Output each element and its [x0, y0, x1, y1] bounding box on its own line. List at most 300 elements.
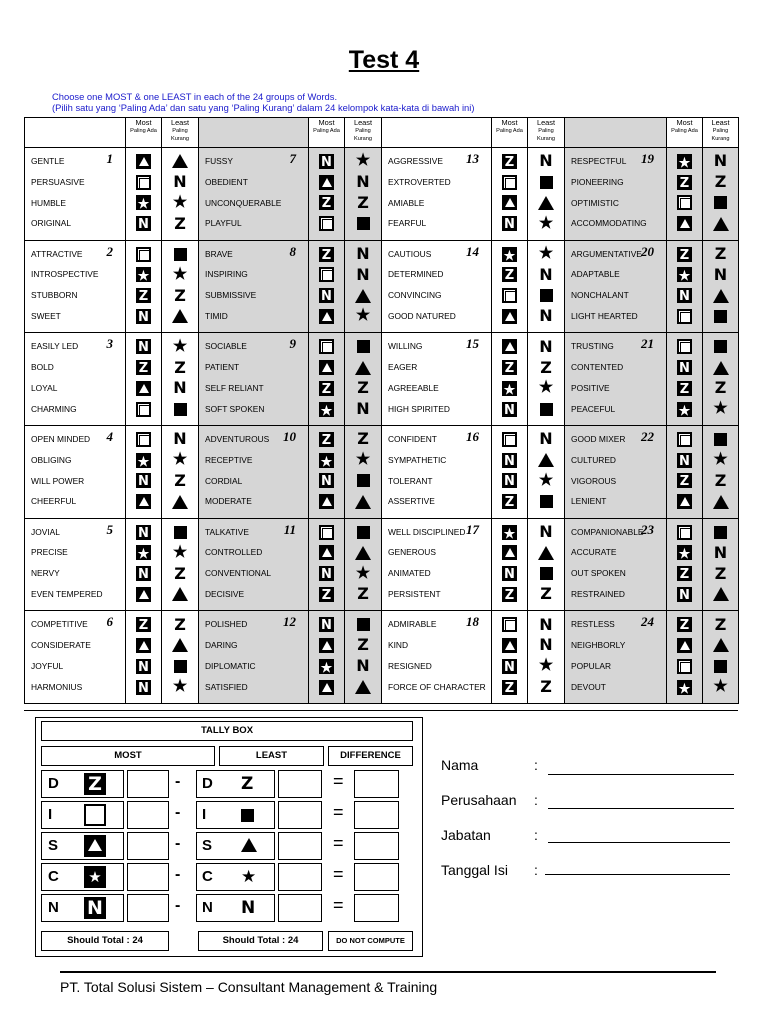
tally-most-symbol-box	[41, 801, 124, 829]
least-star-icon[interactable]: ★	[355, 564, 371, 582]
word-item: ORIGINAL	[31, 218, 72, 229]
least-column	[703, 148, 739, 241]
footer-line	[60, 971, 716, 973]
least-z-icon[interactable]: Z	[540, 677, 552, 697]
least-star-icon[interactable]: ★	[172, 193, 188, 211]
most-z-icon[interactable]: Z	[677, 381, 692, 396]
most-z-icon[interactable]: Z	[502, 587, 517, 602]
most-column	[309, 333, 345, 426]
least-z-icon[interactable]: Z	[540, 357, 552, 377]
word-item: PLAYFUL	[205, 218, 242, 229]
most-triangle-icon[interactable]	[136, 587, 151, 602]
least-square-icon[interactable]	[357, 474, 370, 487]
most-star-icon[interactable]: ★	[137, 196, 150, 212]
perusahaan-field[interactable]	[548, 808, 734, 809]
most-square-icon[interactable]	[319, 525, 334, 540]
least-star-icon[interactable]: ★	[538, 379, 554, 397]
least-n-icon[interactable]: N	[356, 244, 370, 264]
word-item: ADMIRABLE	[388, 619, 437, 630]
most-square-icon[interactable]	[319, 267, 334, 282]
least-n-icon[interactable]: N	[539, 264, 553, 284]
header-most: Most Paling Ada	[667, 118, 703, 148]
word-item: CONTENTED	[571, 362, 624, 373]
least-square-icon[interactable]	[174, 660, 187, 673]
least-n-icon[interactable]: N	[356, 264, 370, 284]
least-triangle-icon[interactable]	[538, 196, 554, 210]
jabatan-field[interactable]	[548, 842, 730, 843]
least-z-icon[interactable]: Z	[357, 584, 369, 604]
most-z-icon[interactable]: Z	[319, 247, 334, 262]
least-n-icon[interactable]: N	[173, 172, 187, 192]
most-n-icon[interactable]: N	[319, 154, 334, 169]
most-square-icon[interactable]	[677, 195, 692, 210]
most-triangle-icon[interactable]	[319, 309, 334, 324]
least-star-icon[interactable]: ★	[172, 451, 188, 469]
most-star-icon[interactable]: ★	[137, 453, 150, 469]
word-item: COMPETITIVE	[31, 619, 88, 630]
word-item: AMIABLE	[388, 197, 425, 208]
word-item: WELL DISCIPLINED	[388, 526, 466, 537]
least-star-icon[interactable]: ★	[713, 400, 728, 418]
most-star-icon[interactable]: ★	[503, 381, 516, 397]
least-z-icon[interactable]: Z	[714, 614, 727, 634]
group-number: 1	[106, 151, 113, 166]
most-z-icon[interactable]: Z	[136, 617, 151, 632]
least-n-icon[interactable]: N	[539, 336, 553, 356]
word-group-4	[25, 425, 126, 518]
most-n-icon[interactable]: N	[136, 309, 151, 324]
most-triangle-icon[interactable]	[319, 680, 334, 695]
most-triangle-icon[interactable]	[319, 175, 334, 190]
tally-most-count-input[interactable]	[127, 770, 169, 798]
least-n-icon[interactable]: N	[539, 614, 553, 634]
most-n-icon[interactable]: N	[502, 453, 517, 468]
least-star-icon[interactable]: ★	[355, 152, 371, 170]
least-z-icon[interactable]: Z	[357, 192, 369, 212]
word-item: TALKATIVE	[205, 526, 249, 537]
most-star-icon[interactable]: ★	[678, 680, 691, 696]
word-item: FORCE OF CHARACTER	[388, 681, 486, 692]
most-n-icon[interactable]: N	[136, 566, 151, 581]
most-triangle-icon[interactable]	[502, 638, 517, 653]
word-group-3	[25, 333, 126, 426]
group-number: 9	[289, 336, 296, 352]
most-n-icon[interactable]: N	[502, 216, 517, 231]
most-square-icon[interactable]	[677, 309, 692, 324]
word-item: ASSERTIVE	[388, 496, 435, 507]
most-star-icon[interactable]: ★	[503, 247, 516, 263]
most-triangle-icon[interactable]	[677, 216, 692, 231]
most-n-icon[interactable]: N	[677, 360, 692, 375]
least-column	[528, 240, 565, 333]
word-item: PATIENT	[205, 362, 240, 373]
most-square-icon[interactable]	[677, 432, 692, 447]
tally-equals: =	[333, 864, 344, 884]
least-square-icon[interactable]	[714, 433, 727, 446]
word-item: LENIENT	[571, 496, 607, 507]
word-item: LOYAL	[31, 382, 58, 393]
least-triangle-icon[interactable]	[172, 154, 188, 168]
most-square-icon[interactable]	[502, 432, 517, 447]
most-square-icon[interactable]	[502, 175, 517, 190]
least-triangle-icon[interactable]	[538, 453, 554, 467]
least-n-icon[interactable]: N	[173, 429, 187, 449]
least-n-icon[interactable]: N	[713, 264, 728, 284]
word-item: SELF RELIANT	[205, 382, 264, 393]
word-item: DARING	[205, 640, 238, 651]
least-triangle-icon[interactable]	[713, 638, 729, 652]
most-n-icon[interactable]: N	[319, 473, 334, 488]
most-z-icon[interactable]: Z	[502, 154, 517, 169]
least-square-icon[interactable]	[357, 526, 370, 539]
header-most: Most Paling Ada	[309, 118, 345, 148]
least-z-icon[interactable]: Z	[174, 614, 186, 634]
least-star-icon[interactable]: ★	[172, 337, 188, 355]
least-triangle-icon[interactable]	[355, 680, 371, 694]
most-triangle-icon[interactable]	[319, 545, 334, 560]
tally-difference-input[interactable]	[354, 894, 399, 922]
word-item: CAUTIOUS	[388, 248, 432, 259]
least-n-icon[interactable]: N	[539, 151, 553, 171]
word-item: OBLIGING	[31, 454, 72, 465]
least-square-icon[interactable]	[714, 340, 727, 353]
least-z-icon[interactable]: Z	[714, 172, 727, 192]
tally-least-count-input[interactable]	[278, 863, 322, 891]
least-star-icon[interactable]: ★	[538, 657, 554, 675]
most-z-icon[interactable]: Z	[502, 680, 517, 695]
most-triangle-icon[interactable]	[136, 154, 151, 169]
most-square-icon[interactable]	[136, 247, 151, 262]
most-n-icon[interactable]: N	[502, 566, 517, 581]
word-item: EAGER	[388, 362, 418, 373]
group-number: 15	[466, 336, 479, 352]
word-item: CONTROLLED	[205, 547, 263, 558]
most-n-icon[interactable]: N	[502, 659, 517, 674]
least-square-icon[interactable]	[357, 217, 370, 230]
most-star-icon[interactable]: ★	[320, 402, 333, 418]
most-square-icon[interactable]	[136, 402, 151, 417]
least-square-icon[interactable]	[714, 660, 727, 673]
least-column	[162, 240, 199, 333]
least-column	[162, 611, 199, 704]
least-z-icon[interactable]: Z	[714, 244, 727, 264]
most-z-icon[interactable]: Z	[677, 473, 692, 488]
least-triangle-icon[interactable]	[355, 361, 371, 375]
least-square-icon[interactable]	[714, 196, 727, 209]
least-z-icon[interactable]: Z	[714, 378, 727, 398]
most-n-icon[interactable]: N	[502, 473, 517, 488]
most-n-icon[interactable]: N	[677, 288, 692, 303]
least-triangle-icon[interactable]	[713, 289, 729, 303]
most-star-icon[interactable]: ★	[137, 546, 150, 562]
word-item: CULTURED	[571, 454, 616, 465]
word-item: DECISIVE	[205, 589, 245, 600]
most-n-icon[interactable]: N	[319, 617, 334, 632]
least-z-icon[interactable]: Z	[540, 584, 552, 604]
group-number: 24	[641, 614, 654, 630]
least-square-icon[interactable]	[174, 526, 187, 539]
least-square-icon[interactable]	[540, 289, 553, 302]
least-n-icon[interactable]: N	[539, 429, 553, 449]
word-item: ACCOMMODATING	[571, 218, 647, 229]
most-z-icon[interactable]: Z	[677, 247, 692, 262]
word-item: RESIGNED	[388, 660, 432, 671]
word-item: CONSIDERATE	[31, 640, 91, 651]
least-square-icon[interactable]	[357, 340, 370, 353]
least-triangle-icon[interactable]	[355, 289, 371, 303]
tally-difference-input[interactable]	[354, 863, 399, 891]
most-triangle-icon[interactable]	[136, 494, 151, 509]
least-star-icon[interactable]: ★	[713, 451, 728, 469]
tally-z-icon: Z	[84, 773, 106, 795]
most-square-icon[interactable]	[502, 617, 517, 632]
least-square-icon[interactable]	[714, 310, 727, 323]
instruction-line-1: Choose one MOST & one LEAST in each of the 24 groups of Words.	[52, 91, 338, 102]
word-group-10	[199, 425, 309, 518]
word-group-11	[199, 518, 309, 611]
least-triangle-icon[interactable]	[172, 309, 188, 323]
most-square-icon[interactable]	[677, 339, 692, 354]
most-square-icon[interactable]	[136, 432, 151, 447]
least-column	[162, 148, 199, 241]
most-column	[667, 333, 703, 426]
tally-least-symbol-box	[196, 801, 275, 829]
most-triangle-icon[interactable]	[502, 339, 517, 354]
most-z-icon[interactable]: Z	[677, 175, 692, 190]
tally-least-count-input[interactable]	[278, 801, 322, 829]
most-z-icon[interactable]: Z	[502, 267, 517, 282]
most-star-icon[interactable]: ★	[678, 402, 691, 418]
least-star-icon[interactable]: ★	[538, 214, 554, 232]
most-column	[126, 148, 162, 241]
most-star-icon[interactable]: ★	[678, 154, 691, 170]
tally-most-count-input[interactable]	[127, 832, 169, 860]
least-star-icon[interactable]: ★	[172, 543, 188, 561]
most-star-icon[interactable]: ★	[137, 268, 150, 284]
word-item: JOVIAL	[31, 526, 60, 537]
word-item: KIND	[388, 640, 409, 651]
least-n-icon[interactable]: N	[356, 656, 370, 676]
least-star-icon[interactable]: ★	[538, 245, 554, 263]
least-column	[528, 611, 565, 704]
least-z-icon[interactable]: Z	[714, 563, 727, 583]
tally-box	[35, 717, 423, 957]
least-z-icon[interactable]: Z	[174, 213, 186, 233]
tally-least-count-input[interactable]	[278, 770, 322, 798]
least-n-icon[interactable]: N	[713, 542, 728, 562]
most-n-icon[interactable]: N	[136, 525, 151, 540]
most-n-icon[interactable]: N	[319, 566, 334, 581]
word-item: HUMBLE	[31, 197, 66, 208]
most-star-icon[interactable]: ★	[320, 453, 333, 469]
least-triangle-icon[interactable]	[172, 638, 188, 652]
tally-letter-n: N	[48, 899, 59, 916]
most-n-icon[interactable]: N	[502, 402, 517, 417]
most-z-icon[interactable]: Z	[136, 360, 151, 375]
most-star-icon[interactable]: ★	[503, 525, 516, 541]
least-star-icon[interactable]: ★	[355, 451, 371, 469]
least-column	[528, 148, 565, 241]
most-triangle-icon[interactable]	[502, 545, 517, 560]
most-n-icon[interactable]: N	[319, 288, 334, 303]
should-total-most: Should Total : 24	[41, 931, 169, 951]
least-triangle-icon[interactable]	[713, 495, 729, 509]
least-triangle-icon[interactable]	[713, 587, 729, 601]
least-z-icon[interactable]: Z	[357, 378, 369, 398]
least-column	[162, 518, 199, 611]
tally-minus: -	[175, 835, 181, 852]
most-z-icon[interactable]: Z	[319, 432, 334, 447]
tally-most-count-input[interactable]	[127, 863, 169, 891]
least-n-icon[interactable]: N	[356, 399, 370, 419]
most-n-icon[interactable]: N	[677, 453, 692, 468]
most-z-icon[interactable]: Z	[677, 617, 692, 632]
least-triangle-icon[interactable]	[355, 495, 371, 509]
least-z-icon[interactable]: Z	[357, 429, 369, 449]
most-n-icon[interactable]: N	[136, 216, 151, 231]
word-item: DETERMINED	[388, 269, 444, 280]
least-column	[528, 333, 565, 426]
most-square-icon[interactable]	[677, 659, 692, 674]
tally-difference-input[interactable]	[354, 801, 399, 829]
tanggal-field[interactable]	[545, 874, 730, 875]
tally-least-count-input[interactable]	[278, 894, 322, 922]
word-item: POLISHED	[205, 619, 248, 630]
least-square-icon[interactable]	[540, 495, 553, 508]
most-triangle-icon[interactable]	[319, 494, 334, 509]
most-n-icon[interactable]: N	[136, 339, 151, 354]
most-z-icon[interactable]: Z	[319, 195, 334, 210]
tanggal-colon: :	[534, 862, 538, 878]
least-square-icon[interactable]	[174, 248, 187, 261]
most-triangle-icon[interactable]	[502, 309, 517, 324]
least-n-icon[interactable]: N	[173, 378, 187, 398]
word-item: NERVY	[31, 568, 60, 579]
most-triangle-icon[interactable]	[677, 638, 692, 653]
nama-field[interactable]	[548, 774, 734, 775]
most-square-icon[interactable]	[502, 288, 517, 303]
most-z-icon[interactable]: Z	[502, 494, 517, 509]
most-triangle-icon[interactable]	[502, 195, 517, 210]
group-number: 16	[466, 428, 479, 444]
least-z-icon[interactable]: Z	[174, 285, 186, 305]
tally-difference-input[interactable]	[354, 770, 399, 798]
word-group-15	[382, 333, 492, 426]
most-n-icon[interactable]: N	[136, 473, 151, 488]
most-n-icon[interactable]: N	[677, 587, 692, 602]
least-triangle-icon[interactable]	[172, 587, 188, 601]
word-item: PERSUASIVE	[31, 176, 85, 187]
least-z-icon[interactable]: Z	[174, 470, 186, 490]
group-number: 14	[466, 243, 479, 259]
most-z-icon[interactable]: Z	[677, 566, 692, 581]
most-triangle-icon[interactable]	[319, 360, 334, 375]
most-star-icon[interactable]: ★	[320, 659, 333, 675]
least-z-icon[interactable]: Z	[174, 563, 186, 583]
least-square-icon[interactable]	[540, 403, 553, 416]
least-square-icon[interactable]	[714, 526, 727, 539]
least-star-icon[interactable]: ★	[538, 471, 554, 489]
word-group-1	[25, 148, 126, 241]
least-square-icon[interactable]	[540, 567, 553, 580]
most-z-icon[interactable]: Z	[502, 360, 517, 375]
most-square-icon[interactable]	[319, 216, 334, 231]
tally-sq-icon	[84, 804, 106, 826]
least-star-icon[interactable]: ★	[713, 678, 728, 696]
least-n-icon[interactable]: N	[539, 635, 553, 655]
most-n-icon[interactable]: N	[136, 680, 151, 695]
least-z-icon[interactable]: Z	[174, 357, 186, 377]
most-triangle-icon[interactable]	[136, 381, 151, 396]
least-square-icon[interactable]	[174, 403, 187, 416]
tanggal-label: Tanggal Isi	[441, 862, 508, 878]
word-item: GOOD NATURED	[388, 311, 456, 322]
word-item: RESTRAINED	[571, 589, 625, 600]
word-item: CONFIDENT	[388, 433, 437, 444]
most-square-icon[interactable]	[677, 525, 692, 540]
least-column	[345, 425, 382, 518]
least-triangle-icon[interactable]	[713, 217, 729, 231]
most-z-icon[interactable]: Z	[319, 381, 334, 396]
tally-least-letter-n: N	[202, 899, 213, 916]
most-triangle-icon[interactable]	[677, 494, 692, 509]
least-square-icon[interactable]	[357, 618, 370, 631]
word-group-13	[382, 148, 492, 241]
least-column	[345, 611, 382, 704]
most-triangle-icon[interactable]	[136, 638, 151, 653]
word-group-12	[199, 611, 309, 704]
most-z-icon[interactable]: Z	[136, 288, 151, 303]
word-item: TIMID	[205, 311, 228, 322]
word-item: ADVENTUROUS	[205, 433, 270, 444]
most-star-icon[interactable]: ★	[678, 546, 691, 562]
least-star-icon[interactable]: ★	[172, 265, 188, 283]
tally-most-count-input[interactable]	[127, 894, 169, 922]
least-z-icon[interactable]: Z	[714, 470, 727, 490]
least-triangle-icon[interactable]	[713, 361, 729, 375]
tally-least-count-input[interactable]	[278, 832, 322, 860]
tally-difference-input[interactable]	[354, 832, 399, 860]
word-item: TRUSTING	[571, 341, 614, 352]
most-column	[492, 333, 528, 426]
most-square-icon[interactable]	[136, 175, 151, 190]
least-star-icon[interactable]: ★	[172, 678, 188, 696]
least-star-icon[interactable]: ★	[355, 307, 371, 325]
least-n-icon[interactable]: N	[539, 522, 553, 542]
most-z-icon[interactable]: Z	[319, 587, 334, 602]
most-square-icon[interactable]	[319, 339, 334, 354]
word-item: PRECISE	[31, 547, 68, 558]
tally-most-count-input[interactable]	[127, 801, 169, 829]
most-column	[309, 148, 345, 241]
most-n-icon[interactable]: N	[136, 659, 151, 674]
tally-least-letter-c: C	[202, 868, 213, 885]
jabatan-label: Jabatan	[441, 827, 491, 843]
least-triangle-icon[interactable]	[538, 546, 554, 560]
least-n-icon[interactable]: N	[713, 151, 728, 171]
most-star-icon[interactable]: ★	[678, 268, 691, 284]
most-triangle-icon[interactable]	[319, 638, 334, 653]
least-triangle-icon[interactable]	[172, 495, 188, 509]
tally-most-header: MOST	[41, 746, 215, 766]
least-square-icon[interactable]	[540, 176, 553, 189]
least-triangle-icon[interactable]	[355, 546, 371, 560]
least-z-icon[interactable]: Z	[357, 635, 369, 655]
word-item: HIGH SPIRITED	[388, 403, 450, 414]
word-item: FUSSY	[205, 156, 233, 166]
least-n-icon[interactable]: N	[356, 172, 370, 192]
least-n-icon[interactable]: N	[539, 306, 553, 326]
